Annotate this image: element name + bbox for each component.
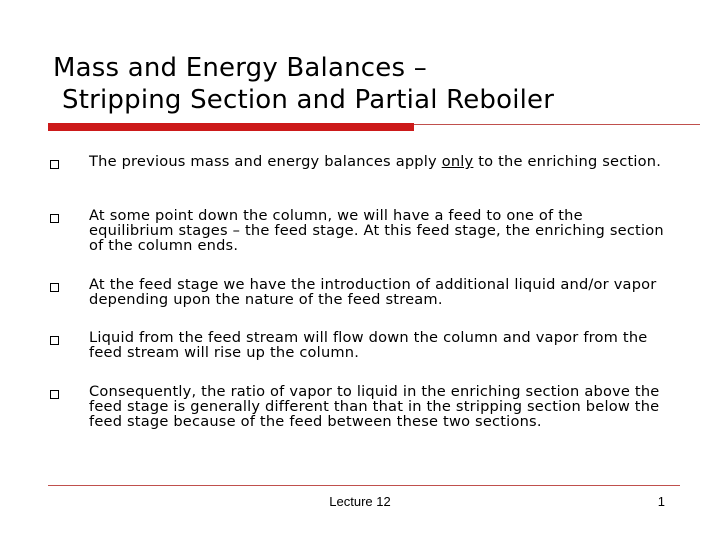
square-bullet-icon [50,160,59,169]
square-bullet-icon [50,390,59,399]
title-line-1: Mass and Energy Balances – [53,53,427,83]
bullet-text: The previous mass and energy balances apply only to the enriching section. [89,153,662,170]
title-accent-bar [48,123,414,131]
footer-rule [48,485,680,486]
title-line-2: Stripping Section and Partial Reboiler [62,85,555,115]
square-bullet-icon [50,283,59,292]
square-bullet-icon [50,214,59,223]
bullet-text: At the feed stage we have the introduction of additional liquid and/or vapor depending upon the nature of the feed stream. [89,276,657,308]
bullet-text: Liquid from the feed stream will flow down the column and vapor from the feed stream will rise up the column. [89,329,648,361]
bullet-text: Consequently, the ratio of vapor to liquid in the enriching section above the feed stage is generally different than that in the stripping section below the feed stage because of the feed between these two sections. [89,383,660,430]
slide-number: 1 [657,494,665,509]
emphasis-underlined: only [441,153,474,170]
footer-lecture-label: Lecture 12 [329,494,391,509]
slide-title [53,52,673,116]
square-bullet-icon [50,336,59,345]
bullet-text: At some point down the column, we will have a feed to one of the equilibrium stages – the feed stage. At this feed stage, the enriching section of the column ends. [89,207,664,254]
